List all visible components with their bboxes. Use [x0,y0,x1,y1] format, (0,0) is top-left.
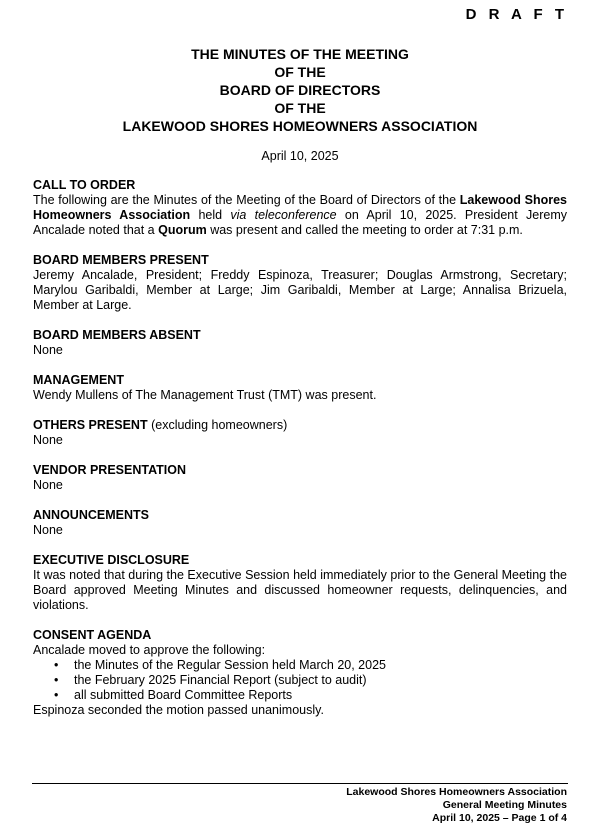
meeting-medium: via teleconference [230,208,337,222]
association-name: Lakewood Shores Homeowners Association [33,193,567,222]
section-heading: EXECUTIVE DISCLOSURE [33,553,190,567]
title-line: OF THE [274,64,326,80]
list-item: • the February 2025 Financial Report (subject to audit) [74,673,567,688]
section-heading: BOARD MEMBERS PRESENT [33,253,209,267]
section-board-present [33,253,567,313]
quorum-term: Quorum [158,223,207,237]
heading-text: OTHERS PRESENT [33,418,148,432]
title-line: BOARD OF DIRECTORS [219,82,381,98]
section-closing: Espinoza seconded the motion passed unanimously. [33,703,324,717]
footer-document-type: General Meeting Minutes [442,799,567,811]
section-intro: Ancalade moved to approve the following: [33,643,266,657]
section-others-present [33,418,567,448]
section-body: Wendy Mullens of The Management Trust (TMT) was present. [33,388,377,402]
title-line: THE MINUTES OF THE MEETING [191,46,409,62]
section-heading [33,418,567,433]
page-footer [346,786,567,825]
footer-association: Lakewood Shores Homeowners Association [346,786,567,798]
section-body: Jeremy Ancalade, President; Freddy Espinoza, Treasurer; Douglas Armstrong, Secretary; Marylou Garibaldi, Member at Large; Jim Garibaldi, Member at Large; Annalisa Brizuela, Member at Large. [33,268,567,312]
section-body: None [33,343,63,357]
body-text: was present and called the meeting to order at 7:31 p.m. [206,223,523,237]
section-consent-agenda [33,628,567,718]
section-announcements [33,508,567,538]
section-body: It was noted that during the Executive Session held immediately prior to the General Meeting the Board approved Meeting Minutes and discussed homeowner requests, delinquencies, and violations. [33,568,567,612]
section-body [33,193,567,238]
list-item: • all submitted Board Committee Reports [74,688,567,703]
minutes-body [33,178,567,733]
footer-divider [32,783,568,784]
document-title [0,45,600,135]
section-body: None [33,478,63,492]
section-body: None [33,433,63,447]
title-line: LAKEWOOD SHORES HOMEOWNERS ASSOCIATION [122,118,478,134]
meeting-date: April 10, 2025 [261,149,339,163]
list-item: • the Minutes of the Regular Session held March 20, 2025 [74,658,567,673]
section-heading: CONSENT AGENDA [33,628,152,642]
section-executive-disclosure [33,553,567,613]
consent-items-list [33,658,567,703]
section-body: None [33,523,63,537]
draft-label: D R A F T [465,6,568,23]
section-heading: ANNOUNCEMENTS [33,508,149,522]
heading-note: (excluding homeowners) [147,418,288,432]
body-text: held [190,208,231,222]
section-heading: CALL TO ORDER [33,178,136,192]
section-heading: MANAGEMENT [33,373,124,387]
body-text: The following are the Minutes of the Meeting of the Board of Directors of the [33,193,460,207]
section-heading: VENDOR PRESENTATION [33,463,187,477]
section-heading: BOARD MEMBERS ABSENT [33,328,201,342]
title-line: OF THE [274,100,326,116]
body-text: on April 10, 2025. President Jeremy Ancalade noted that a [33,208,567,237]
section-management [33,373,567,403]
section-board-absent [33,328,567,358]
footer-page-number: April 10, 2025 – Page 1 of 4 [432,812,567,824]
section-vendor-presentation [33,463,567,493]
section-call-to-order [33,178,567,238]
